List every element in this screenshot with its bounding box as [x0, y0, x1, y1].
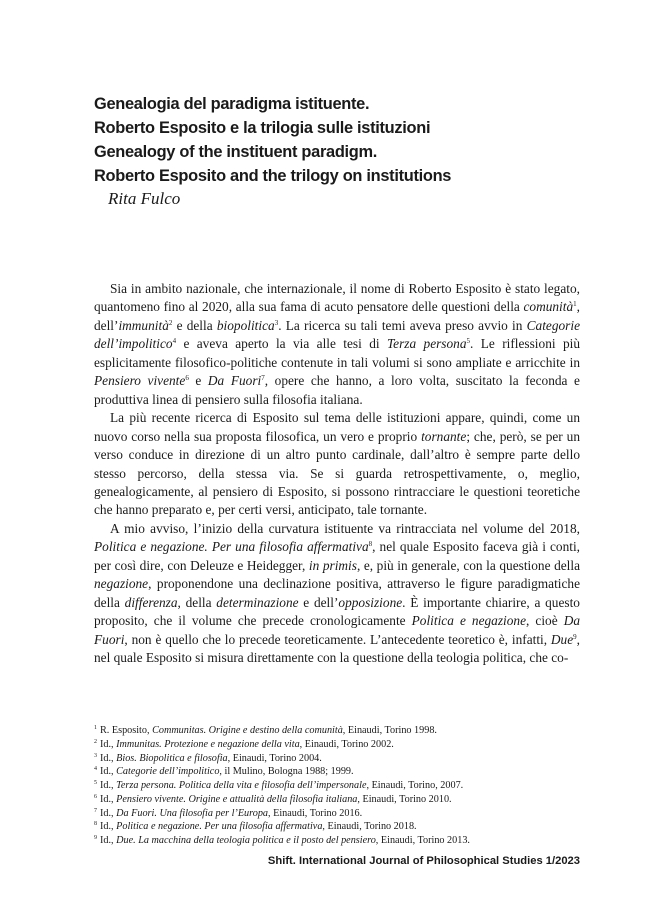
- title-english-line-2: Roberto Esposito and the trilogy on institutions: [94, 167, 452, 185]
- footnote: [94, 752, 580, 766]
- italic-text: Terza persona: [386, 336, 467, 352]
- footnote-marker: 2: [168, 318, 173, 327]
- italic-text: Politica e negazione: [411, 613, 527, 629]
- footnote-marker: 5: [466, 337, 471, 346]
- footnote-marker: 7: [94, 807, 97, 814]
- text-run: Id.,: [100, 793, 117, 805]
- text-run: , cioè: [526, 613, 564, 629]
- article-body: [94, 280, 580, 668]
- title-italian-line-1: Genealogia del paradigma istituente.: [94, 95, 370, 113]
- text-run: Id.,: [100, 835, 117, 846]
- text-run: , nel quale Esposito si misura direttamente con la questione della teologia politica, che co-: [94, 631, 580, 666]
- footnote-marker: 5: [94, 780, 97, 786]
- text-run: , non è quello che lo precede teoreticamente. L’antecedente teoretico è, infatti,: [124, 631, 551, 647]
- text-run: ; che, però, se per un verso conduce in direzione di un altro punto cardinale, dall’altro è sempre parte dello stesso percorso, della stessa via. Se si guarda retrospettivamente, o, meglio, genealogicamente, al pensiero di Esposito, si possono rintracciare le questioni teoretiche che hanno preparato e, per certi versi, anticipato, tale tornante.: [94, 428, 580, 518]
- footnote-marker: 6: [94, 793, 97, 800]
- footnote: [94, 807, 580, 821]
- italic-text: in primis: [308, 557, 357, 573]
- footnote-marker: 3: [94, 752, 97, 759]
- text-run: Id.,: [100, 738, 117, 750]
- italic-text: Politica e negazione. Per una filosofia affermativa: [116, 821, 323, 833]
- italic-text: differenza: [124, 594, 178, 610]
- italic-text: determinazione: [216, 594, 299, 610]
- italic-text: opposizione: [338, 594, 403, 610]
- italic-text: Due. La macchina della teologia politica e il posto del pensiero: [116, 835, 376, 846]
- italic-text: immunità: [118, 317, 169, 333]
- title-english-line-1: Genealogy of the instituent paradigm.: [94, 143, 378, 161]
- text-run: Id.,: [100, 752, 117, 764]
- footnote-marker: 9: [94, 835, 97, 841]
- journal-footer: Shift. International Journal of Philosophical Studies 1/2023: [267, 855, 580, 867]
- italic-text: Immunitas. Protezione e negazione della vita: [116, 738, 300, 750]
- footnote: [94, 834, 580, 848]
- italic-text: Due: [550, 631, 574, 647]
- text-run: e: [188, 373, 208, 389]
- text-run: , dell’: [94, 299, 580, 333]
- text-run: Sia in ambito nazionale, che internazionale, il nome di Roberto Esposito è stato legato, quantomeno fino al 2020, alla sua fama di acuto pensatore delle questioni della: [94, 281, 580, 315]
- text-run: , nel quale Esposito faceva già i conti, per così dire, con Deleuze e Heidegger,: [94, 539, 581, 573]
- italic-text: Pensiero vivente. Origine e attualità della filosofia italiana: [116, 793, 358, 805]
- footnote-marker: 1: [94, 725, 97, 731]
- text-run: , il Mulino, Bologna 1988; 1999.: [219, 766, 354, 778]
- text-run: , Einaudi, Torino 2018.: [322, 821, 417, 833]
- text-run: . È importante chiarire, a questo proposito, che il volume che precede cronologicamente: [94, 594, 580, 629]
- footnote-marker: 9: [573, 632, 577, 641]
- text-run: e della: [172, 317, 217, 333]
- footnote-marker: 3: [274, 318, 279, 327]
- italic-text: comunità: [523, 299, 574, 315]
- footnote: [94, 820, 580, 834]
- footnote-marker: 6: [185, 374, 189, 383]
- paragraph: [94, 280, 580, 409]
- text-run: La più recente ricerca di Esposito sul tema delle istituzioni appare, quindi, come un nuovo corso nella sua proposta filosofica, un vero e proprio: [94, 410, 580, 444]
- footnote: [94, 724, 580, 738]
- italic-text: Pensiero vivente: [94, 373, 186, 389]
- footnote: [94, 738, 580, 752]
- text-run: , Einaudi, Torino 2013.: [375, 835, 470, 846]
- footnote-marker: 2: [94, 738, 97, 745]
- italic-text: negazione: [94, 576, 149, 592]
- italic-text: biopolitica: [216, 317, 275, 333]
- italic-text: Da Fuori: [207, 373, 262, 389]
- footnote: [94, 793, 580, 807]
- paragraph: [94, 520, 580, 668]
- italic-text: Categorie dell’impolitico: [94, 317, 580, 352]
- italic-text: Bios. Biopolitica e filosofia: [116, 752, 228, 764]
- text-run: Id.,: [100, 766, 117, 778]
- text-run: , Einaudi, Torino 2002.: [299, 738, 394, 750]
- text-run: Id.,: [100, 821, 117, 833]
- footnote-marker: 7: [261, 374, 265, 383]
- text-run: , proponendone una declinazione positiva, attraverso le figure paradigmatiche della: [94, 576, 580, 610]
- italic-text: Communitas. Origine e destino della comunità: [152, 725, 343, 736]
- footnote-marker: 4: [172, 337, 177, 346]
- text-run: . La ricerca su tali temi aveva preso avvio in: [278, 317, 527, 333]
- text-run: A mio avviso, l’inizio della curvatura istituente va rintracciata nel volume del 2018,: [110, 520, 580, 536]
- text-run: , Einaudi, Torino 1998.: [342, 725, 437, 736]
- italic-text: tornante: [421, 428, 467, 444]
- footnotes: [94, 724, 580, 848]
- footnote: [94, 779, 580, 793]
- italic-text: Da Fuori. Una filosofia per l’Europa: [116, 807, 269, 819]
- footnote-marker: 4: [94, 766, 97, 773]
- text-run: e dell’: [298, 594, 339, 610]
- text-run: , Einaudi, Torino 2004.: [227, 752, 322, 764]
- text-run: R. Esposito,: [100, 725, 153, 736]
- text-run: , opere che hanno, a loro volta, suscitato la feconda e produttiva linea di pensiero sulla filosofia italiana.: [94, 373, 580, 407]
- footnote-marker: 8: [94, 821, 97, 828]
- article-header: [94, 92, 574, 211]
- italic-text: Politica e negazione. Per una filosofia affermativa: [94, 539, 369, 555]
- title-italian-line-2: Roberto Esposito e la trilogia sulle istituzioni: [94, 119, 431, 137]
- text-run: , Einaudi, Torino, 2007.: [366, 780, 464, 791]
- text-run: , Einaudi, Torino 2010.: [357, 793, 452, 805]
- italic-text: Categorie dell’impolitico: [116, 766, 220, 778]
- text-run: e aveva aperto la via alle tesi di: [176, 336, 387, 352]
- text-run: , e, più in generale, con la questione della: [356, 557, 581, 573]
- text-run: Id.,: [100, 780, 117, 791]
- footnote-marker: 8: [368, 540, 373, 549]
- text-run: , Einaudi, Torino 2016.: [268, 807, 363, 819]
- footnote: [94, 765, 580, 779]
- text-run: , della: [177, 594, 217, 610]
- text-run: . Le riflessioni più esplicitamente filosofico-politiche contenute in tali volumi si sono ampliate e arricchite in: [94, 336, 580, 370]
- paragraph: [94, 409, 580, 520]
- italic-text: Da Fuori: [94, 613, 580, 647]
- text-run: Id.,: [100, 807, 117, 819]
- italic-text: Terza persona. Politica della vita e filosofia dell’impersonale: [116, 780, 367, 791]
- author-name: Rita Fulco: [108, 189, 181, 208]
- footnote-marker: 1: [573, 300, 577, 309]
